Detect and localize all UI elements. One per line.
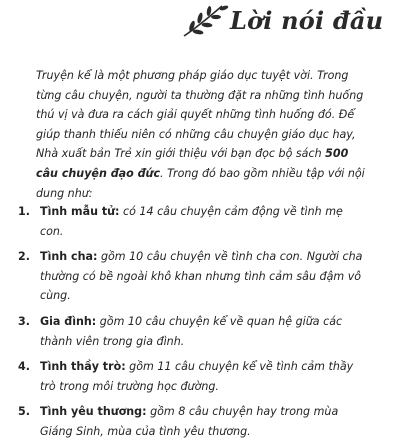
list-item-term: Tình cha: [40,250,98,264]
list-item-text: gồm 11 câu chuyện kể về tình cảm thầy trò trong môi trường học đường. [40,360,354,393]
list-item-text: gồm 8 câu chuyện hay trong mùa Giáng Sinh, mùa của tình yêu thương. [40,405,339,438]
list-item-number: 2. [18,250,30,264]
list-item-term: Tình yêu thương: [40,405,147,419]
list-item-number: 1. [18,205,30,218]
intro-book-title: 500 câu chuyện đạo đức [36,147,349,180]
list-item [18,202,368,241]
list-item-text: gồm 10 câu chuyện về tình cha con. Người cha thường có bề ngoài khô khan nhưng tình cảm sâu đậm vô cùng. [40,250,363,303]
list-item-number: 4. [18,360,30,374]
list-item [18,247,368,306]
list-item-text: có 14 câu chuyện cảm động về tình mẹ con. [40,205,343,238]
laurel-branch-icon [178,2,236,40]
list-item [18,312,368,351]
list-item-text: gồm 10 câu chuyện kể về quan hệ giữa các thành viên trong gia đình. [40,314,343,348]
list-item-number: 5. [18,405,30,419]
page-title: Lời nói đầu [230,6,384,35]
list-item [18,402,368,441]
list-item-number: 3. [18,314,30,328]
list-item [18,357,368,396]
list-item-term: Gia đình: [40,314,97,328]
intro-text-part2: . Trong đó bao gồm nhiều tập với nội dung như: [36,166,365,200]
volume-list [18,202,368,448]
page-header [178,2,400,42]
intro-text-part1: Truyện kể là một phương pháp giáo dục tuyệt vời. Trong từng câu chuyện, người ta thường đặt ra những tình huống thú vị và đưa ra cách giải quyết những tình huống đó. Để giúp thanh thiếu niên có những câu chuyện giáo dục hay, Nhà xuất bản Trẻ xin giới thiệu với bạn đọc bộ sách [36,69,364,161]
list-item-term: Tình mẫu tử: [40,205,120,218]
intro-paragraph [36,66,366,203]
list-item-term: Tình thầy trò: [40,360,126,374]
